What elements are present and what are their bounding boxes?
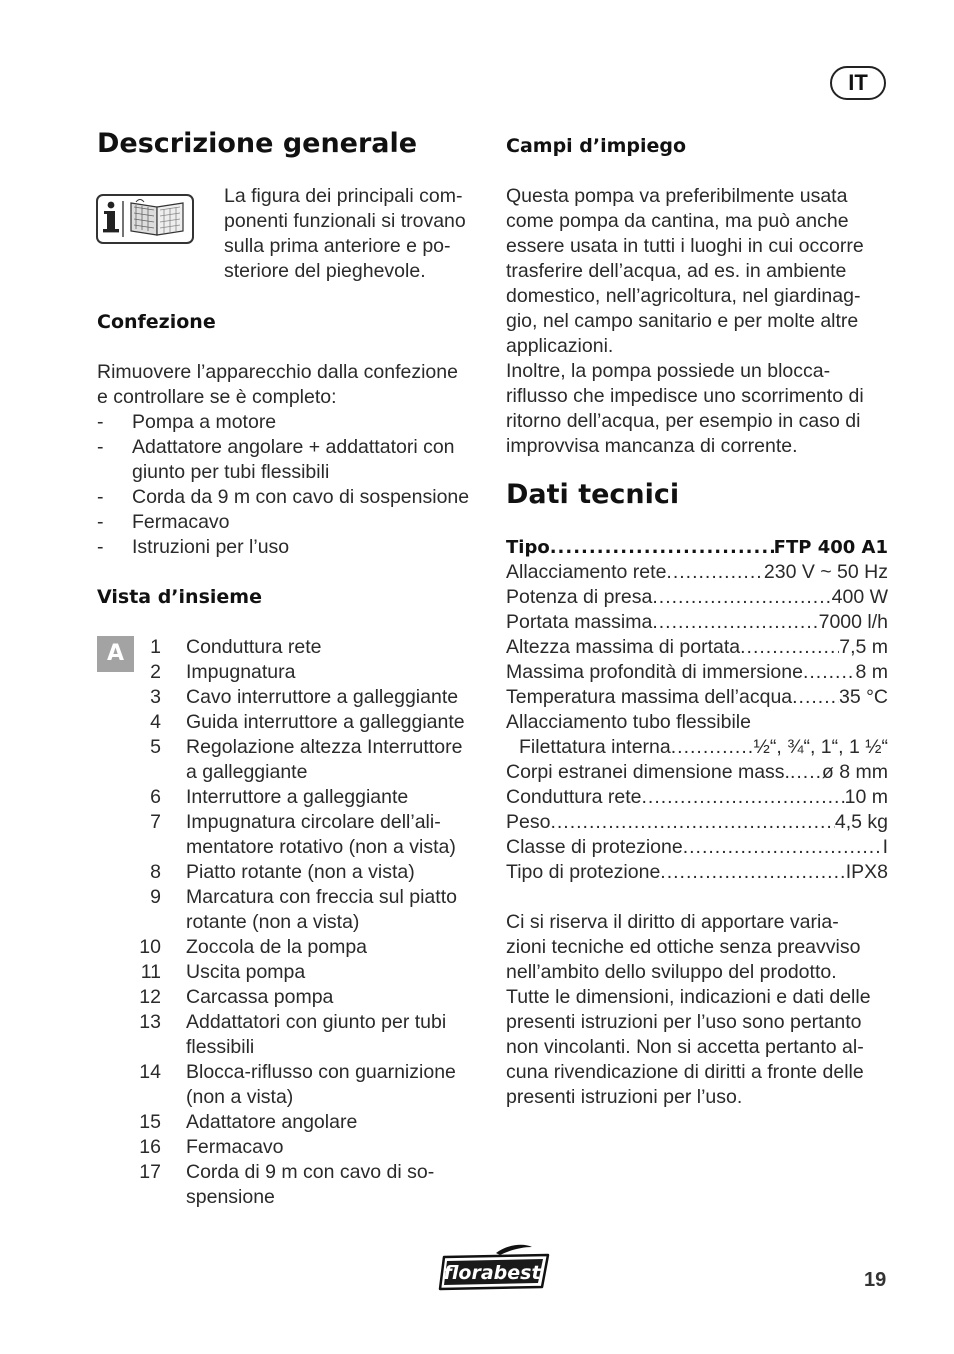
spec-label: Portata massima [506, 611, 653, 633]
logo-text: florabest [443, 1262, 541, 1284]
component-label: Zoccola de la pompa [186, 936, 368, 958]
spec-row [506, 560, 888, 585]
component-number: 11 [140, 961, 161, 983]
dot-leader [666, 560, 763, 585]
confezione-list-item [97, 510, 482, 535]
dot-leader [550, 535, 774, 560]
heading-confezione: Confezione [97, 311, 216, 333]
component-item [130, 660, 485, 685]
spec-row [506, 810, 888, 835]
spec-row [506, 660, 888, 685]
spec-value: ø 8 mm [821, 761, 888, 783]
spec-value: IPX8 [845, 861, 888, 883]
confezione-list-item [97, 485, 482, 510]
component-number: 2 [150, 661, 161, 683]
component-label: Guida interruttore a galleggiante [186, 711, 465, 733]
component-item [130, 810, 485, 860]
spec-value: I [882, 836, 888, 858]
component-item [130, 860, 485, 885]
heading-descrizione-generale: Descrizione generale [97, 128, 418, 159]
component-label: Cavo interruttore a galleggiante [186, 686, 459, 708]
list-dash: - [97, 536, 104, 558]
heading-campi-impiego: Campi d’impiego [506, 135, 687, 157]
campi-text: Questa pompa va preferibilmente usata come pompa da cantina, ma può anche essere usata in tutti i luoghi in cui occorre trasferire dell’acqua, ad es. in ambiente domestico, nell’agricoltura, nel giardinag- gio, nel campo sanitario e per molte altre applicazioni. Inoltre, la pompa possiede un blocca- riflusso che impedisce uno scorrimento di ritorno dell’acqua, per esempio in caso di improvvisa mancanza di corrente. [506, 185, 864, 457]
spec-value: 7,5 m [839, 636, 888, 658]
component-item [130, 885, 485, 935]
component-number: 14 [139, 1061, 161, 1083]
spec-label: Potenza di presa [506, 586, 653, 608]
component-number: 9 [150, 886, 161, 908]
heading-vista-insieme: Vista d’insieme [97, 586, 262, 608]
component-number: 3 [150, 686, 161, 708]
dot-leader [803, 660, 856, 685]
component-item [130, 960, 485, 985]
page-number: 19 [864, 1269, 887, 1291]
dot-leader [660, 860, 845, 885]
component-number: 13 [139, 1011, 161, 1033]
spec-label: Classe di protezione [506, 836, 683, 858]
component-item [130, 635, 485, 660]
spec-row [506, 535, 888, 560]
spec-label: Peso [506, 811, 551, 833]
component-number: 8 [150, 861, 161, 883]
spec-row [506, 685, 888, 710]
spec-label: Tipo [506, 537, 550, 558]
component-number: 17 [139, 1161, 161, 1183]
spec-label: Massima profondità di immersione [506, 661, 803, 683]
spec-label: Corpi estranei dimensione mass. [506, 761, 790, 783]
component-number: 1 [150, 636, 161, 658]
component-item [130, 985, 485, 1010]
list-dash: - [97, 411, 104, 433]
spec-row [506, 635, 888, 660]
component-label: Uscita pompa [186, 961, 306, 983]
component-label: Regolazione altezza Interruttore a galleggiante [186, 736, 463, 783]
spec-label: Conduttura rete [506, 786, 642, 808]
confezione-list-item [97, 535, 482, 560]
spec-row [506, 785, 888, 810]
spec-value: 7000 l/h [818, 611, 888, 633]
component-number: 15 [139, 1111, 161, 1133]
component-item [130, 735, 485, 785]
list-item-text: Fermacavo [132, 511, 230, 533]
component-item [130, 710, 485, 735]
component-item [130, 1160, 485, 1210]
spec-row [506, 860, 888, 885]
spec-value: 8 m [855, 661, 888, 683]
dot-leader [671, 735, 754, 760]
list-item-text: Adattatore angolare + addattatori con giunto per tubi flessibili [132, 436, 455, 483]
component-label: Carcassa pompa [186, 986, 334, 1008]
component-label: Adattatore angolare [186, 1111, 358, 1133]
dot-leader [790, 760, 822, 785]
confezione-list-item [97, 410, 482, 435]
florabest-logo [438, 1243, 552, 1291]
dot-leader [652, 610, 818, 635]
list-item-text: Pompa a motore [132, 411, 277, 433]
component-label: Piatto rotante (non a vista) [186, 861, 415, 883]
list-item-text: Corda da 9 m con cavo di sospensione [132, 486, 470, 508]
list-dash: - [97, 511, 104, 533]
dot-leader [792, 685, 839, 710]
component-label: Fermacavo [186, 1136, 284, 1158]
spec-row [506, 835, 888, 860]
spec-label: Altezza massima di portata [506, 636, 741, 658]
component-item [130, 1060, 485, 1110]
spec-value: 10 m [844, 786, 888, 808]
spec-row [506, 585, 888, 610]
spec-value: 230 V ~ 50 Hz [763, 561, 888, 583]
component-label: Interruttore a galleggiante [186, 786, 409, 808]
component-number: 6 [150, 786, 161, 808]
spec-row [506, 735, 888, 760]
language-badge: IT [830, 66, 886, 100]
spec-row [506, 610, 888, 635]
component-item [130, 1110, 485, 1135]
disclaimer-text: Ci si riserva il diritto di apportare varia- zioni tecniche ed ottiche senza preavviso nell’ambito dello sviluppo del prodotto. Tutte le dimensioni, indicazioni e dati delle presenti istruzioni per l’uso sono pertanto non vincolanti. Non si accetta pertanto al- cuna rivendicazione di diritti a fronte delle presenti istruzioni per l’uso. [506, 911, 871, 1108]
spec-value: 35 °C [839, 686, 888, 708]
component-number: 7 [150, 811, 161, 833]
component-number: 4 [150, 711, 161, 733]
component-item [130, 785, 485, 810]
component-item [130, 685, 485, 710]
component-item [130, 1010, 485, 1060]
spec-table [506, 535, 888, 885]
confezione-list [97, 410, 482, 560]
spec-value: ½“, ¾“, 1“, 1 ½“ [753, 736, 888, 758]
component-label: Impugnatura [186, 661, 296, 683]
info-booklet-icon [96, 194, 194, 244]
spec-label: Allacciamento tubo flessibile [506, 711, 751, 733]
components-list [130, 635, 485, 1210]
component-label: Corda di 9 m con cavo di so- spensione [186, 1161, 435, 1208]
component-label: Addattatori con giunto per tubi flessibili [186, 1011, 447, 1058]
component-number: 12 [139, 986, 161, 1008]
dot-leader [550, 810, 834, 835]
component-item [130, 935, 485, 960]
component-number: 16 [139, 1136, 161, 1158]
component-item [130, 1135, 485, 1160]
spec-row [506, 710, 888, 735]
spec-label: Tipo di protezione [506, 861, 661, 883]
component-label: Conduttura rete [186, 636, 322, 658]
list-dash: - [97, 436, 104, 458]
heading-dati-tecnici: Dati tecnici [506, 479, 680, 510]
dot-leader [683, 835, 883, 860]
spec-value: 4,5 kg [834, 811, 888, 833]
spec-value: FTP 400 A1 [773, 537, 888, 558]
confezione-list-item [97, 435, 482, 485]
spec-row [506, 760, 888, 785]
dot-leader [642, 785, 845, 810]
intro-text: La figura dei principali com- ponenti funzionali si trovano sulla prima anteriore e po- steriore del pieghevole. [224, 185, 466, 282]
component-label: Blocca-riflusso con guarnizione (non a vista) [186, 1061, 456, 1108]
dot-leader [740, 635, 839, 660]
spec-label: Filettatura interna [519, 736, 671, 758]
dot-leader [652, 585, 831, 610]
list-item-text: Istruzioni per l’uso [132, 536, 290, 558]
figure-badge-a: A [97, 636, 134, 672]
list-dash: - [97, 486, 104, 508]
component-label: Impugnatura circolare dell’ali- mentatore rotativo (non a vista) [186, 811, 456, 858]
component-label: Marcatura con freccia sul piatto rotante (non a vista) [186, 886, 457, 933]
confezione-text: Rimuovere l’apparecchio dalla confezione e controllare se è completo: [97, 361, 458, 408]
component-number: 5 [150, 736, 161, 758]
component-number: 10 [139, 936, 161, 958]
spec-value: 400 W [831, 586, 888, 608]
spec-label: Allacciamento rete [506, 561, 667, 583]
spec-label: Temperatura massima dell’acqua [506, 686, 793, 708]
